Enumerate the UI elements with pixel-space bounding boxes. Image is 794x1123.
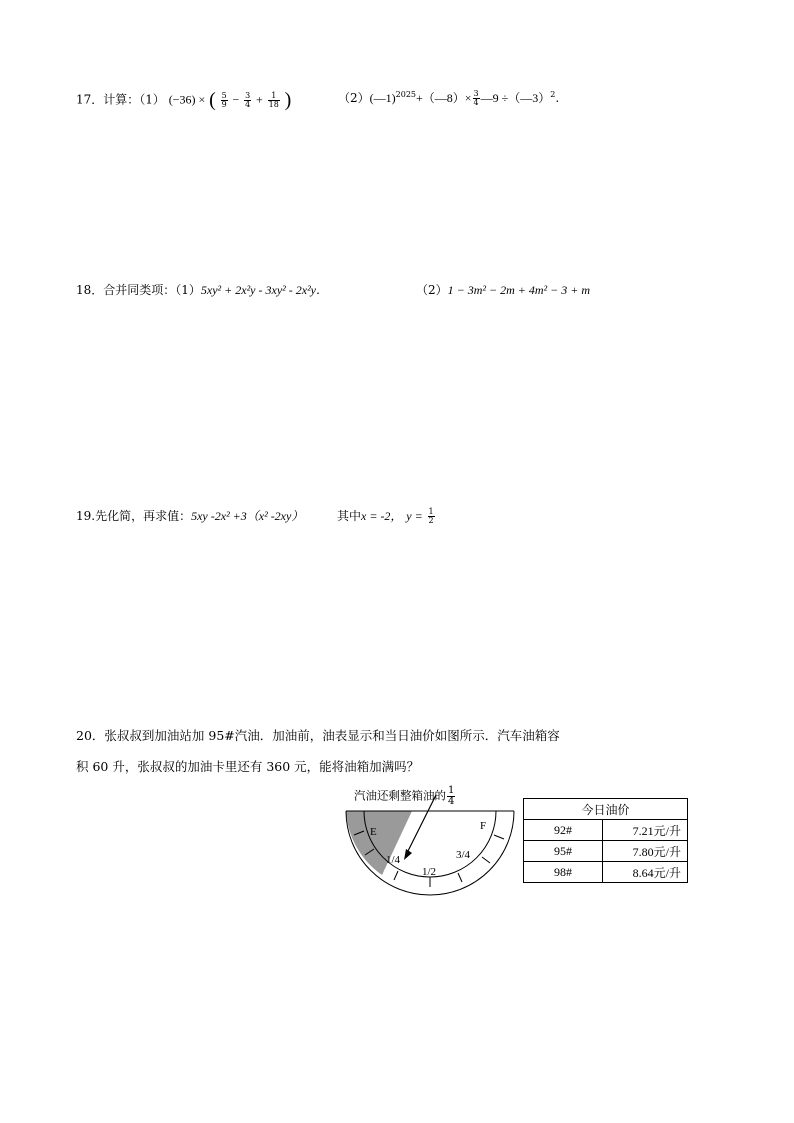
- question-19: [76, 508, 436, 525]
- q18-expr2: 1 − 3m² − 2m + 4m² − 3 + m: [447, 283, 590, 297]
- q17-frac-b: $\frac{3}{4}$: [245, 90, 251, 109]
- q19-expr: 5xy -2x² +3（x² -2xy）: [191, 509, 304, 523]
- q17-frac-d: $\frac{3}{4}$: [473, 89, 479, 107]
- gauge-label-empty: E: [370, 826, 377, 838]
- gauge-label-full: F: [480, 820, 487, 832]
- price-grade: 98#: [524, 862, 603, 883]
- q17-frac-c: $\frac{1}{18}$: [268, 90, 279, 109]
- q18-label: 18．合并同类项：（1）: [76, 283, 201, 297]
- gauge-caption-text: 汽油还剩整箱油的: [354, 788, 446, 803]
- gauge-fill-region: [346, 811, 412, 875]
- q17-part2-label: （2）: [338, 91, 370, 105]
- gauge-caption: [354, 786, 456, 807]
- q19-cond-y: y =: [406, 509, 423, 523]
- price-grade: 92#: [524, 820, 603, 841]
- price-table-header-row: [524, 799, 688, 820]
- gauge-caption-frac: $\frac{1}{4}$: [448, 785, 455, 807]
- q17-part2-rest2: —9 ÷（—3）: [480, 91, 551, 105]
- q17-close-paren: ): [284, 89, 292, 111]
- q18-expr1: 5xy² + 2x²y - 3xy² - 2x²y．: [200, 283, 328, 297]
- q17-part1-prefix: (−36) ×: [168, 92, 206, 107]
- price-value: 8.64元/升: [603, 862, 688, 883]
- price-grade: 95#: [524, 841, 603, 862]
- price-value: 7.21元/升: [603, 820, 688, 841]
- gauge-needle-head: [404, 849, 412, 860]
- q17-label: 17．计算：（1）: [76, 92, 165, 107]
- q17-part2-rest1: +（—8）×: [416, 91, 472, 105]
- q17-part2-exp2: 2: [550, 90, 556, 99]
- q20-line2: 积 60 升，张叔叔的加油卡里还有 360 元，能将油箱加满吗？: [76, 759, 420, 774]
- q20-line1: 20．张叔叔到加油站加 95#汽油．加油前，油表显示和当日油价如图所示．汽车油箱容: [76, 728, 560, 743]
- q17-open-paren: (: [209, 89, 216, 111]
- question-17: [76, 90, 291, 110]
- question-17-part2: [338, 90, 559, 107]
- table-row: [524, 841, 688, 862]
- q17-part2-exp: 2025: [395, 90, 416, 99]
- question-18-part2: [416, 284, 590, 296]
- price-value: 7.80元/升: [603, 841, 688, 862]
- gauge-label-three-quarter: 3/4: [456, 849, 471, 861]
- q17-frac-a: $\frac{5}{9}$: [221, 90, 227, 109]
- q19-cond-label: 其中: [337, 509, 362, 523]
- q19-cond-x: x = -2，: [361, 509, 403, 523]
- price-table: [523, 798, 688, 883]
- gauge-label-quarter: 1/4: [386, 854, 401, 866]
- price-table-title: 今日油价: [524, 799, 688, 820]
- q17-plus: +: [256, 92, 263, 107]
- question-18: [76, 284, 328, 296]
- q17-part2-end: .: [555, 91, 560, 105]
- q19-frac: $\frac{1}{2}$: [428, 507, 434, 525]
- q17-minus: −: [232, 92, 240, 107]
- table-row: [524, 862, 688, 883]
- table-row: [524, 820, 688, 841]
- gauge-label-half: 1/2: [422, 866, 437, 878]
- q19-label: 19.先化简，再求值：: [76, 509, 192, 523]
- q17-part2-base: (—1): [369, 91, 396, 105]
- q18-part2-label: （2）: [416, 283, 448, 297]
